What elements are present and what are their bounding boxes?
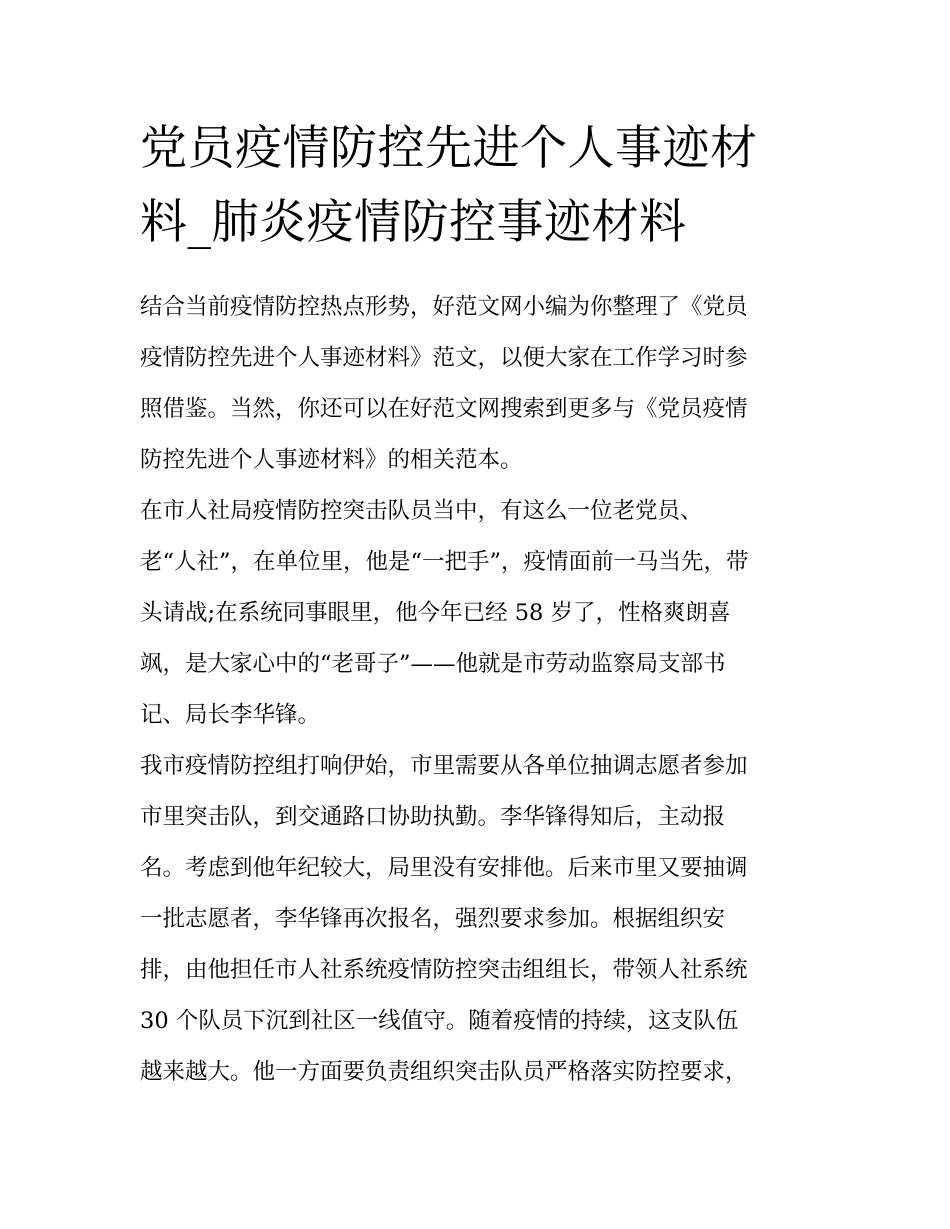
text-line: 头请战;在系统同事眼里，他今年已经 58 岁了，性格爽朗喜 [140,600,731,626]
document-body [140,282,815,1098]
text-line: 飒，是大家心中的“老哥子”——他就是市劳动监察局支部书 [140,651,726,677]
title-line-2: 料_肺炎疫情防控事迹材料 [140,195,687,250]
document-page [140,112,815,1098]
text-line: 市里突击队，到交通路口协助执勤。李华锋得知后，主动报 [140,804,726,830]
text-line: 一批志愿者，李华锋再次报名，强烈要求参加。根据组织安 [140,906,726,932]
text-line: 照借鉴。当然，你还可以在好范文网搜索到更多与《党员疫情 [140,396,748,422]
paragraph-profile [140,486,815,741]
text-line: 结合当前疫情防控热点形势，好范文网小编为你整理了《党员 [140,294,748,320]
text-line: 名。考虑到他年纪较大，局里没有安排他。后来市里又要抽调 [140,855,748,881]
text-line: 记、局长李华锋。 [140,702,321,728]
paragraph-volunteer [140,741,815,1098]
text-line: 越来越大。他一方面要负责组织突击队员严格落实防控要求， [140,1059,748,1085]
text-line: 我市疫情防控组打响伊始，市里需要从各单位抽调志愿者参加 [140,753,748,779]
text-line: 防控先进个人事迹材料》的相关范本。 [140,447,523,473]
text-line: 老“人社”，在单位里，他是“一把手”，疫情面前一马当先，带 [140,549,749,575]
text-line: 疫情防控先进个人事迹材料》范文，以便大家在工作学习时参 [140,345,748,371]
paragraph-intro [140,282,815,486]
title-line-1: 党员疫情防控先进个人事迹材 [140,121,758,176]
document-title [140,112,815,260]
text-line: 排，由他担任市人社系统疫情防控突击组组长，带领人社系统 [140,957,748,983]
text-line: 30 个队员下沉到社区一线值守。随着疫情的持续，这支队伍 [140,1008,739,1034]
text-line: 在市人社局疫情防控突击队员当中，有这么一位老党员、 [140,498,703,524]
